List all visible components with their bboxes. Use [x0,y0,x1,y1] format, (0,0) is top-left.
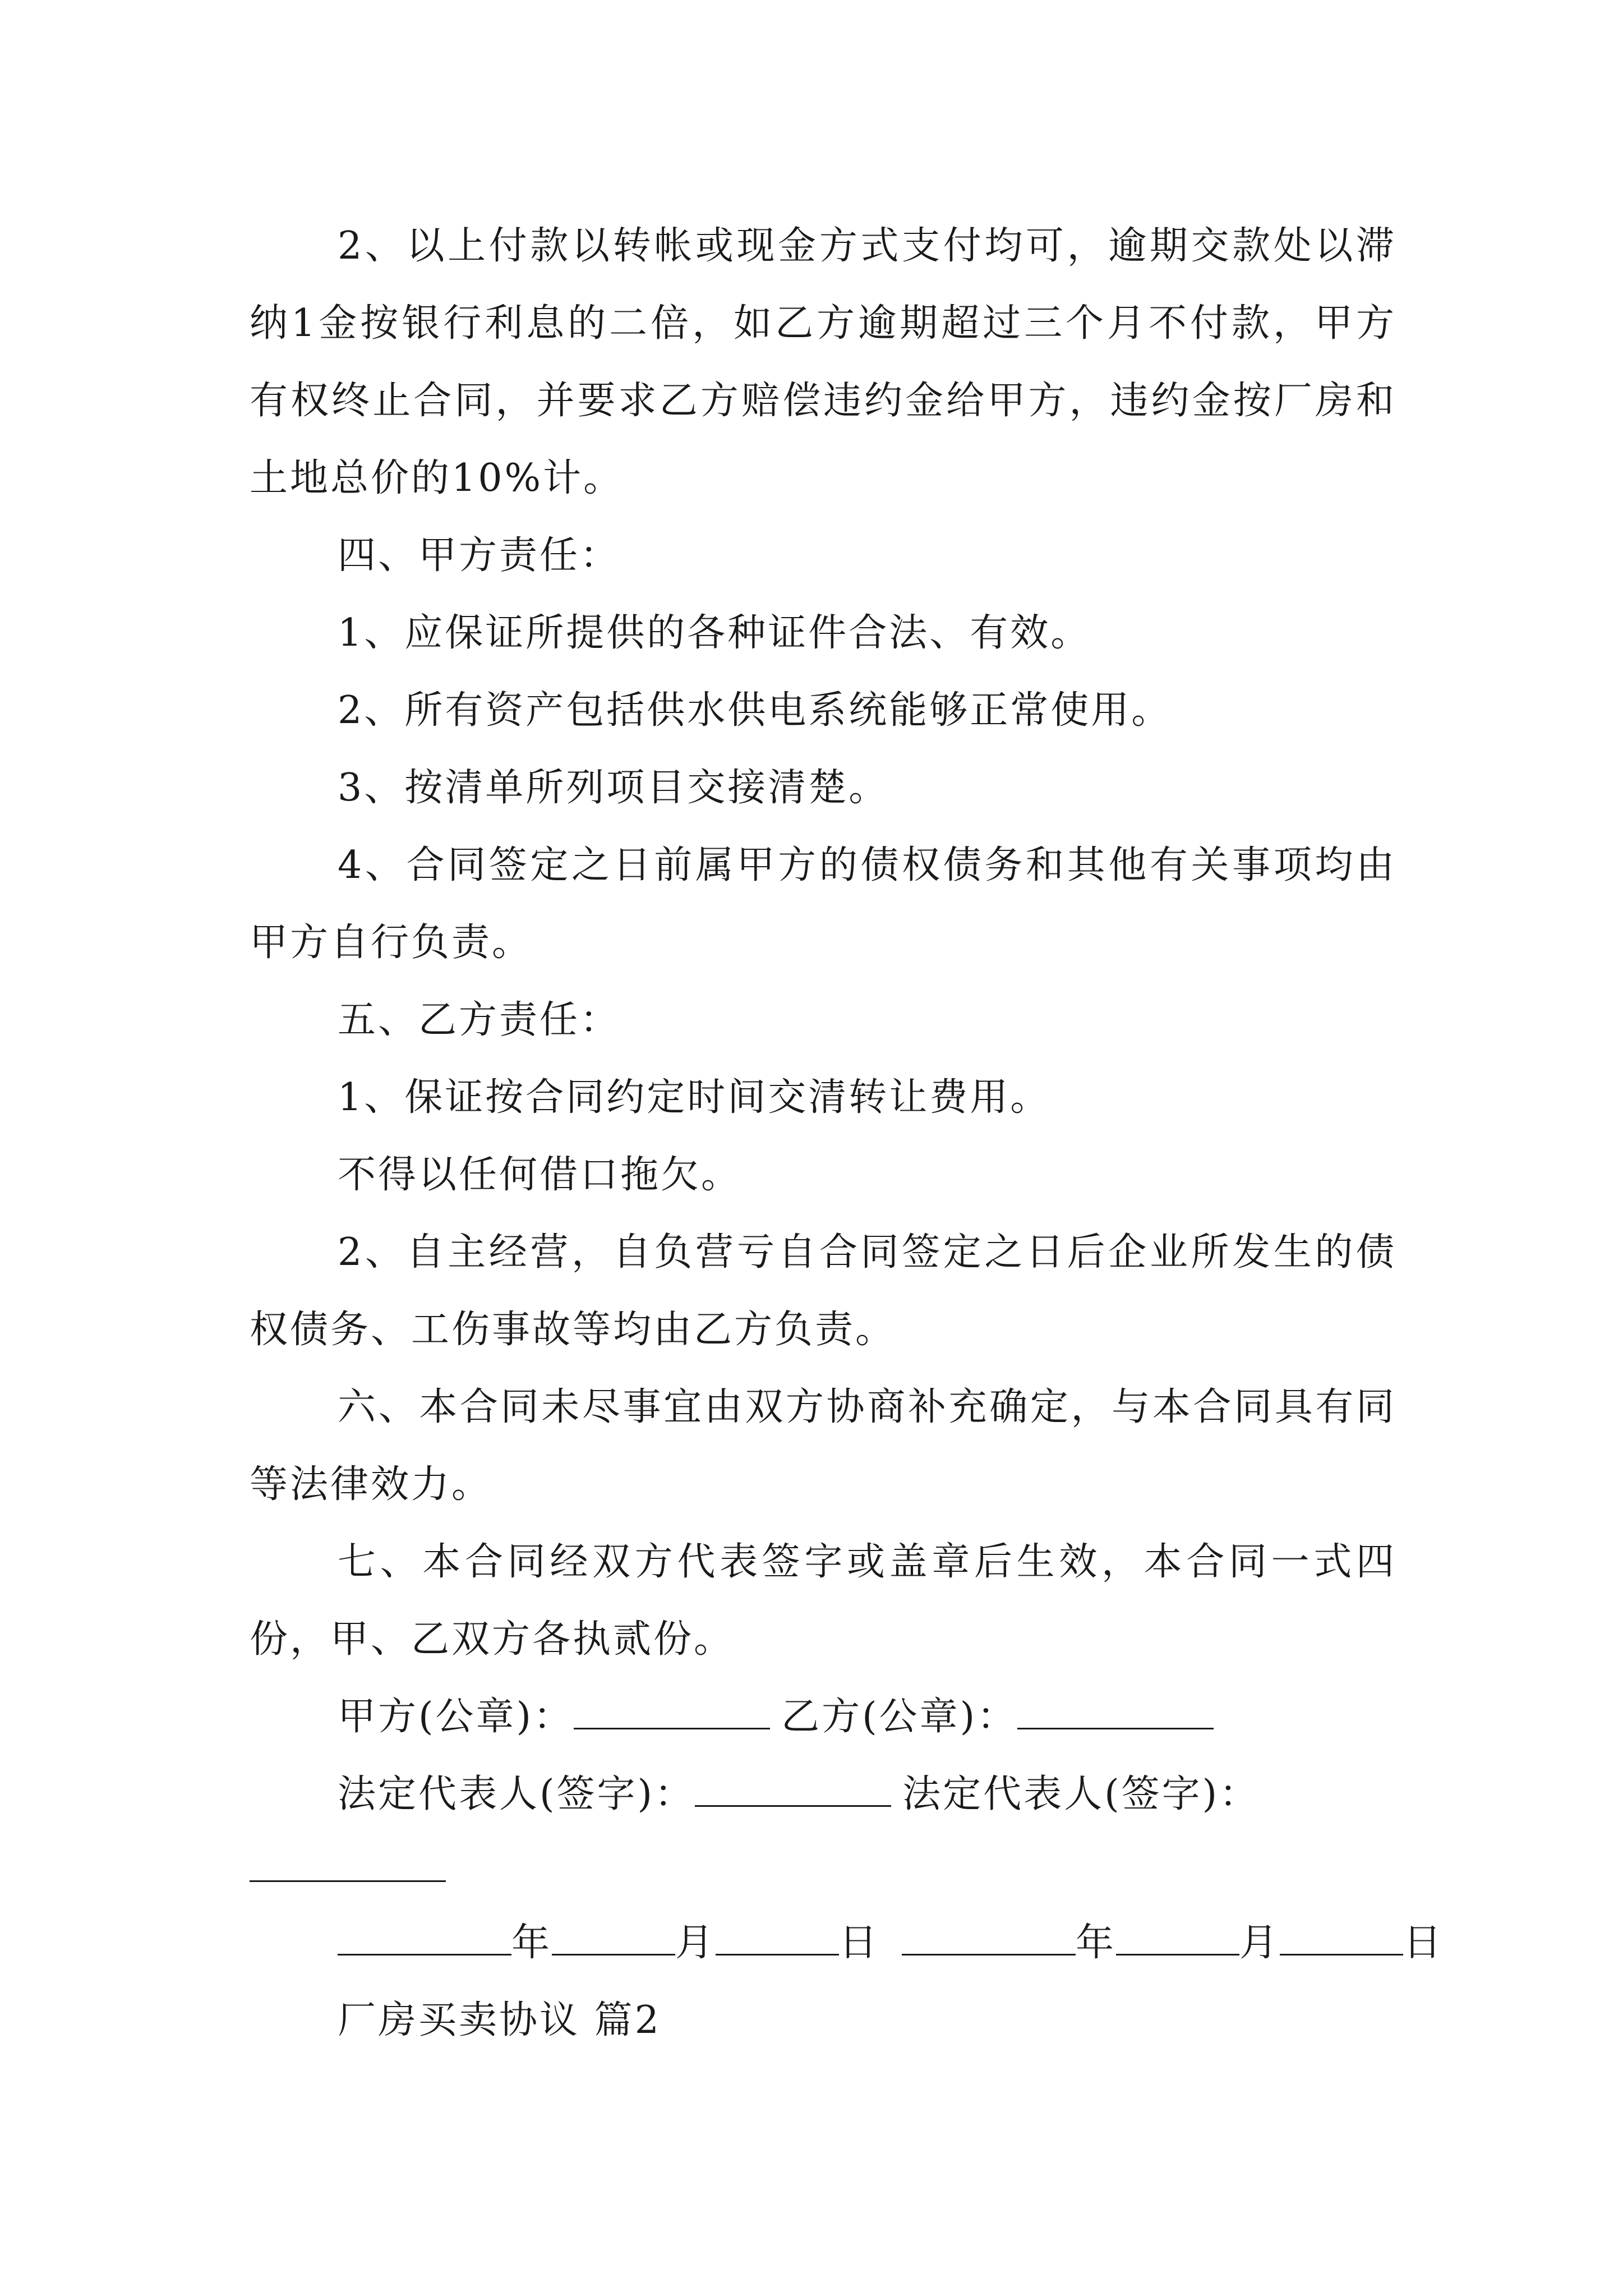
representative-row [250,1756,1396,1833]
next-agreement-title: 厂房买卖协议 篇2 [338,1998,661,2042]
date-b-month-label: 月 [1239,1921,1280,1965]
party-a-item-1: 1、应保证所提供的各种证件合法、有效。 [338,611,1091,655]
clause-six: 六、本合同未尽事宜由双方协商补充确定，与本合同具有同等法律效力。 [250,1385,1396,1507]
clause-seven: 七、本合同经双方代表签字或盖章后生效，本合同一式四份，甲、乙双方各执贰份。 [250,1540,1396,1662]
party-a-seal-label: 甲方(公章)： [338,1695,574,1739]
date-b-day-label: 日 [1403,1921,1444,1965]
date-a-month-label: 月 [675,1921,716,1965]
party-b-seal-label: 乙方(公章)： [781,1695,1018,1739]
section-heading-party-b: 五、乙方责任： [338,998,621,1042]
date-row [338,1904,1444,1982]
party-b-rep-blank [250,1880,446,1882]
seal-row [250,1678,1396,1756]
date-a-month-blank [552,1920,675,1955]
document-body [250,208,1396,1833]
party-a-seal-blank [574,1694,770,1729]
party-b-item-1: 1、保证按合同约定时间交清转让费用。 [338,1075,1051,1120]
date-a-year-blank [338,1920,511,1955]
date-a-day-label: 日 [839,1921,880,1965]
party-b-item-2: 2、自主经营，自负营亏自合同签定之日后企业所发生的债权债务、工伤事故等均由乙方负责。 [250,1230,1396,1352]
party-a-item-4: 4、合同签定之日前属甲方的债权债务和其他有关事项均由甲方自行负责。 [250,843,1396,965]
party-a-rep-blank [695,1772,891,1807]
party-a-item-3: 3、按清单所列项目交接清楚。 [338,766,889,810]
party-b-rep-label: 法定代表人(签字)： [902,1772,1260,1816]
date-a-year-label: 年 [511,1921,552,1965]
date-b-day-blank [1280,1920,1403,1955]
party-b-seal-blank [1017,1694,1214,1729]
date-b-year-label: 年 [1076,1921,1117,1965]
party-a-item-2: 2、所有资产包括供水供电系统能够正常使用。 [338,688,1172,733]
date-b-month-blank [1116,1920,1239,1955]
party-b-item-1-cont: 不得以任何借口拖欠。 [338,1153,742,1197]
date-a-day-blank [716,1920,839,1955]
party-a-rep-label: 法定代表人(签字)： [338,1772,695,1816]
payment-clause: 2、以上付款以转帐或现金方式支付均可，逾期交款处以滞纳1金按银行利息的二倍，如乙方逾期超过三个月不付款，甲方有权终止合同，并要求乙方赔偿违约金给甲方，违约金按厂房和土地总价的10%计。 [250,224,1396,500]
section-heading-party-a: 四、甲方责任： [338,533,621,578]
date-b-year-blank [902,1920,1076,1955]
